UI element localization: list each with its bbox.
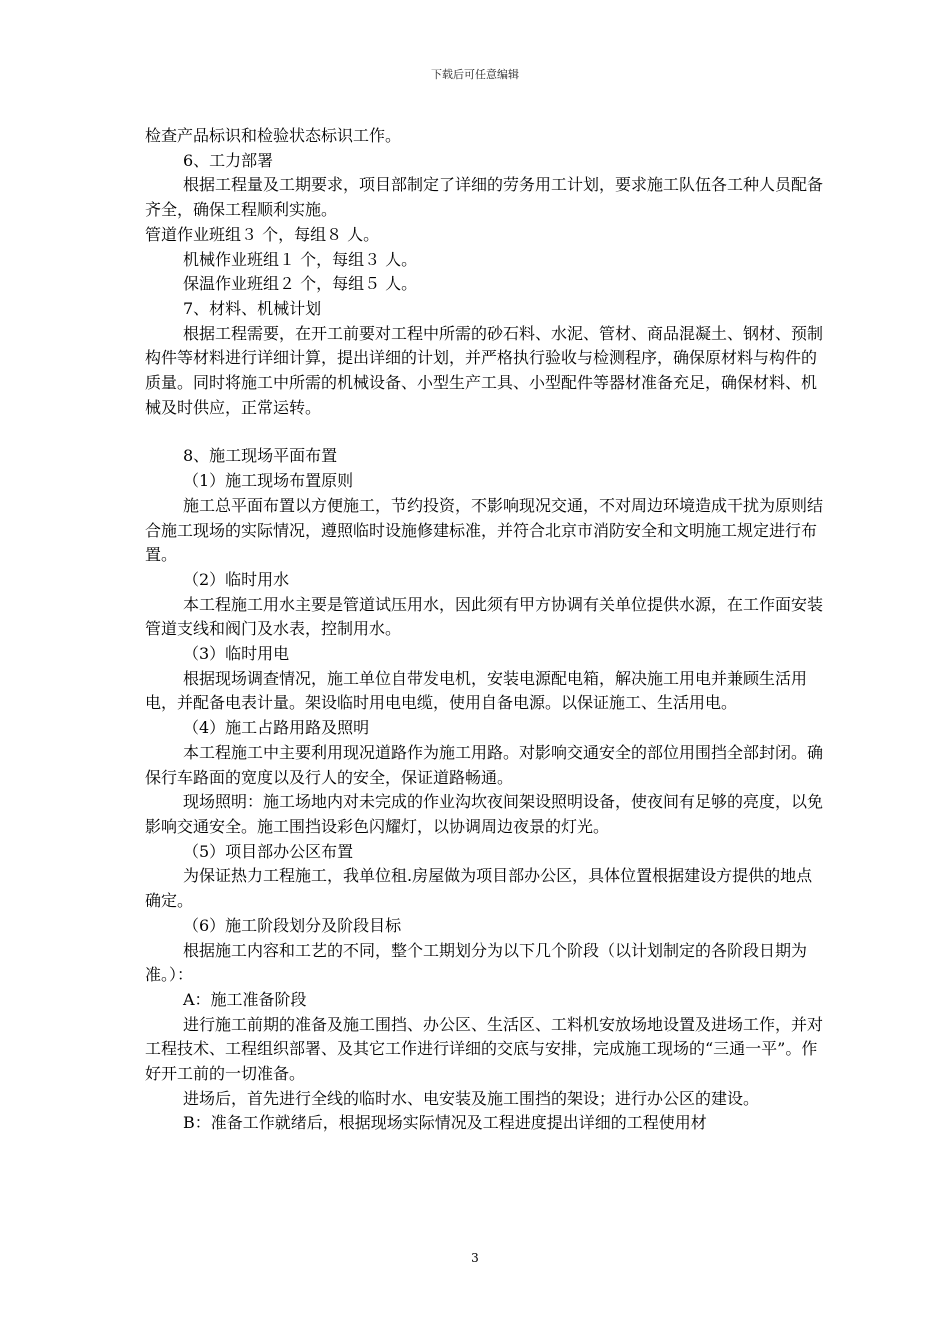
subsection-heading: （4）施工占路用路及照明: [183, 718, 370, 738]
stage-heading: A：施工准备阶段: [183, 989, 307, 1009]
document-body: [145, 124, 825, 1136]
page-number: 3: [471, 1251, 479, 1265]
paragraph: 检查产品标识和检验状态标识工作。: [145, 126, 402, 145]
paragraph: 根据工程量及工期要求，项目部制定了详细的劳务用工计划，要求施工队伍各工种人员配备齐全，确保工程顺利实施。: [145, 175, 824, 220]
paragraph: 根据现场调查情况，施工单位自带发电机，安装电源配电箱，解决施工用电并兼顾生活用电，并配备电表计量。架设临时用电电缆，使用自备电源。以保证施工、生活用电。: [145, 668, 808, 713]
paragraph: 本工程施工用水主要是管道试压用水，因此须有甲方协调有关单位提供水源，在工作面安装管道支线和阀门及水表，控制用水。: [145, 594, 824, 639]
paragraph: 管道作业班组３ 个，每组８ 人。: [145, 224, 380, 244]
page-header: 下载后可任意编辑: [431, 68, 519, 81]
blank-line: [145, 420, 825, 444]
section-heading: 7、材料、机械计划: [183, 298, 322, 318]
paragraph: B：准备工作就绪后，根据现场实际情况及工程进度提出详细的工程使用材: [183, 1113, 707, 1133]
paragraph: 机械作业班组１ 个，每组３ 人。: [183, 249, 418, 269]
section-heading: 6、工力部署: [183, 150, 274, 170]
subsection-heading: （2）临时用水: [183, 569, 290, 589]
paragraph: 本工程施工中主要利用现况道路作为施工用路。对影响交通安全的部位用围挡全部封闭。确保行车路面的宽度以及行人的安全，保证道路畅通。: [145, 742, 824, 787]
paragraph: 进场后，首先进行全线的临时水、电安装及施工围挡的架设；进行办公区的建设。: [183, 1088, 760, 1108]
paragraph: 保温作业班组２ 个，每组５ 人。: [183, 274, 418, 294]
paragraph: 现场照明：施工场地内对未完成的作业沟坎夜间架设照明设备，使夜间有足够的亮度，以免影响交通安全。施工围挡设彩色闪耀灯，以协调周边夜景的灯光。: [145, 792, 824, 836]
subsection-heading: （6）施工阶段划分及阶段目标: [183, 915, 402, 935]
paragraph: 根据工程需要，在开工前要对工程中所需的砂石料、水泥、管材、商品混凝土、钢材、预制构件等材料进行详细计算，提出详细的计划，并严格执行验收与检测程序，确保原材料与构件的质量。同时将施工中所需的机械设备、小型生产工具、小型配件等器材准备充足，确保材料、机械及时供应，正常运转。: [145, 323, 824, 417]
paragraph: 为保证热力工程施工，我单位租.房屋做为项目部办公区，具体位置根据建设方提供的地点确定。: [145, 866, 813, 911]
subsection-heading: （3）临时用电: [183, 644, 290, 664]
section-heading: 8、施工现场平面布置: [183, 446, 338, 466]
subsection-heading: （1）施工现场布置原则: [183, 471, 354, 491]
paragraph: 进行施工前期的准备及施工围挡、办公区、生活区、工料机安放场地设置及进场工作，并对工程技术、工程组织部署、及其它工作进行详细的交底与安排，完成施工现场的“三通一平”。作好开工前的一切准备。: [145, 1014, 824, 1084]
paragraph: 根据施工内容和工艺的不同，整个工期划分为以下几个阶段（以计划制定的各阶段日期为准。）：: [145, 940, 808, 985]
paragraph: 施工总平面布置以方便施工，节约投资，不影响现况交通，不对周边环境造成干扰为原则结合施工现场的实际情况，遵照临时设施修建标准，并符合北京市消防安全和文明施工规定进行布置。: [145, 495, 824, 565]
subsection-heading: （5）项目部办公区布置: [183, 841, 354, 861]
